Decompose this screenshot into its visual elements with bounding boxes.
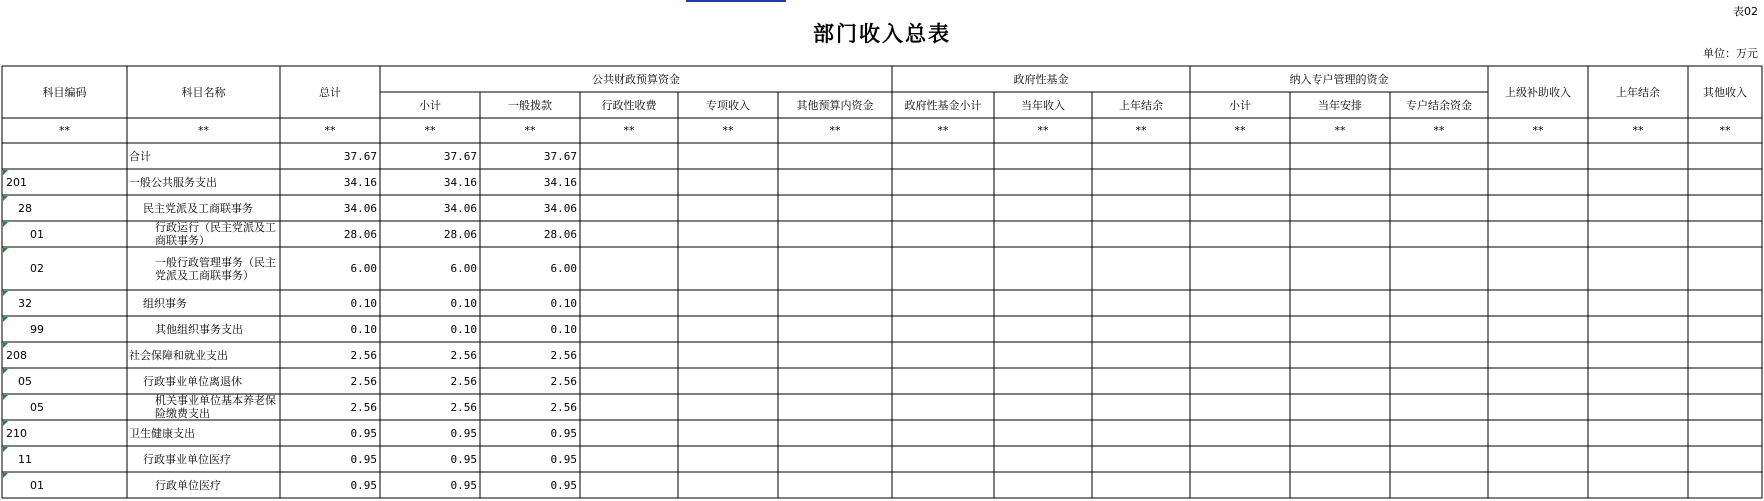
row-pb-general: 2.56 xyxy=(550,400,577,414)
marker-cell: ** xyxy=(324,124,336,137)
row-code: 28 xyxy=(18,201,32,215)
cell-comment-marker-icon xyxy=(3,170,8,175)
row-code: 01 xyxy=(30,227,44,241)
row-code: 210 xyxy=(6,426,27,440)
cell-comment-marker-icon xyxy=(3,369,8,374)
header-pb-general: 一般拨款 xyxy=(508,98,552,112)
marker-cell: ** xyxy=(623,124,635,137)
unit-label: 单位：万元 xyxy=(1703,47,1758,60)
header-total: 总计 xyxy=(319,85,341,99)
row-name: 一般行政管理事务（民主党派及工商联事务） xyxy=(155,255,276,282)
marker-cell: ** xyxy=(1334,124,1346,137)
row-name: 社会保障和就业支出 xyxy=(129,348,228,362)
cell-comment-marker-icon xyxy=(3,447,8,452)
page-title: 部门收入总表 xyxy=(813,22,951,46)
row-pb-subtotal: 28.06 xyxy=(443,227,477,241)
row-pb-general: 0.95 xyxy=(550,478,577,492)
row-total: 2.56 xyxy=(350,374,377,388)
row-code: 05 xyxy=(30,400,44,414)
marker-cell: ** xyxy=(524,124,536,137)
row-pb-general: 6.00 xyxy=(550,262,577,275)
row-total: 0.95 xyxy=(350,478,377,492)
row-pb-general: 0.95 xyxy=(550,426,577,440)
row-name: 卫生健康支出 xyxy=(129,426,195,440)
header-name: 科目名称 xyxy=(181,85,226,99)
row-total: 34.16 xyxy=(343,175,377,189)
cell-comment-marker-icon xyxy=(3,248,8,253)
row-code: 208 xyxy=(6,348,27,362)
row-code: 02 xyxy=(30,262,44,275)
header-pb-subtotal: 小计 xyxy=(419,98,441,112)
cell-comment-marker-icon xyxy=(3,421,8,426)
row-code: 05 xyxy=(18,374,32,388)
row-total: 2.56 xyxy=(350,400,377,414)
row-total: 0.95 xyxy=(350,426,377,440)
header-code: 科目编码 xyxy=(42,85,87,99)
row-pb-subtotal: 2.56 xyxy=(450,374,477,388)
marker-cell: ** xyxy=(59,124,70,137)
row-total: 0.95 xyxy=(350,452,377,466)
row-code: 11 xyxy=(18,452,32,466)
header-gov-fund: 政府性基金 xyxy=(1013,72,1069,86)
marker-cell: ** xyxy=(1433,124,1445,137)
header-sa-current: 当年安排 xyxy=(1318,98,1362,112)
header-gf-subtotal: 政府性基金小计 xyxy=(904,98,982,112)
header-pb-special: 专项收入 xyxy=(706,98,750,112)
marker-cell: ** xyxy=(829,124,841,137)
marker-cell: ** xyxy=(1532,124,1544,137)
cell-comment-marker-icon xyxy=(3,222,8,227)
row-pb-subtotal: 2.56 xyxy=(450,348,477,362)
cell-comment-marker-icon xyxy=(3,317,8,322)
row-pb-subtotal: 0.10 xyxy=(450,296,477,310)
header-public-budget: 公共财政预算资金 xyxy=(592,72,680,86)
row-total: 37.67 xyxy=(343,149,377,163)
cell-comment-marker-icon xyxy=(3,291,8,296)
cell-comment-marker-icon xyxy=(3,473,8,478)
row-name: 机关事业单位基本养老保险缴费支出 xyxy=(155,394,276,420)
row-name: 行政事业单位离退休 xyxy=(143,374,242,388)
row-pb-subtotal: 34.16 xyxy=(443,175,477,189)
row-code: 01 xyxy=(30,478,44,492)
row-code: 32 xyxy=(18,296,32,310)
row-name: 组织事务 xyxy=(143,296,187,310)
row-pb-general: 0.95 xyxy=(550,452,577,466)
header-gf-current: 当年收入 xyxy=(1021,98,1065,112)
marker-cell: ** xyxy=(198,124,209,137)
row-pb-general: 28.06 xyxy=(543,227,577,241)
row-pb-general: 34.06 xyxy=(543,201,577,215)
row-name: 行政单位医疗 xyxy=(155,478,221,492)
row-total: 2.56 xyxy=(350,348,377,362)
row-name: 行政事业单位医疗 xyxy=(143,452,231,466)
row-pb-general: 0.10 xyxy=(550,296,577,310)
marker-cell: ** xyxy=(937,124,949,137)
row-pb-subtotal: 6.00 xyxy=(450,262,477,275)
row-pb-subtotal: 0.10 xyxy=(450,322,477,336)
row-code: 201 xyxy=(6,175,27,189)
header-sa-balance: 专户结余资金 xyxy=(1406,98,1472,112)
row-total: 0.10 xyxy=(350,296,377,310)
row-total: 28.06 xyxy=(343,227,377,241)
marker-cell: ** xyxy=(1135,124,1147,137)
row-pb-subtotal: 0.95 xyxy=(450,426,477,440)
marker-cell: ** xyxy=(1037,124,1049,137)
row-code xyxy=(2,143,127,169)
row-name: 行政运行（民主党派及工商联事务） xyxy=(155,221,276,247)
row-total: 34.06 xyxy=(343,201,377,215)
row-name: 民主党派及工商联事务 xyxy=(143,201,253,215)
row-pb-general: 34.16 xyxy=(543,175,577,189)
row-pb-general: 2.56 xyxy=(550,374,577,388)
header-pb-admin-fee: 行政性收费 xyxy=(601,98,657,112)
row-pb-general: 0.10 xyxy=(550,322,577,336)
row-name: 一般公共服务支出 xyxy=(129,175,217,189)
header-other-income: 其他收入 xyxy=(1703,85,1747,99)
marker-cell: ** xyxy=(1632,124,1644,137)
header-pb-other: 其他预算内资金 xyxy=(796,98,874,112)
header-superior-subsidy: 上级补助收入 xyxy=(1505,85,1571,99)
cell-comment-marker-icon xyxy=(3,343,8,348)
row-name: 合计 xyxy=(129,149,151,163)
row-code: 99 xyxy=(30,322,44,336)
marker-cell: ** xyxy=(424,124,436,137)
row-pb-subtotal: 2.56 xyxy=(450,400,477,414)
row-pb-general: 37.67 xyxy=(543,149,577,163)
header-special-account: 纳入专户管理的资金 xyxy=(1289,72,1389,86)
marker-cell: ** xyxy=(1719,124,1731,137)
header-prev-carryover: 上年结余 xyxy=(1616,85,1660,99)
row-pb-subtotal: 0.95 xyxy=(450,478,477,492)
row-pb-subtotal: 37.67 xyxy=(443,149,477,163)
row-pb-subtotal: 34.06 xyxy=(443,201,477,215)
row-pb-general: 2.56 xyxy=(550,348,577,362)
row-total: 0.10 xyxy=(350,322,377,336)
header-gf-carryover: 上年结余 xyxy=(1119,98,1163,112)
table-number: 表02 xyxy=(1733,5,1758,18)
header-sa-subtotal: 小计 xyxy=(1229,98,1251,112)
marker-cell: ** xyxy=(722,124,734,137)
marker-cell: ** xyxy=(1234,124,1246,137)
row-name: 其他组织事务支出 xyxy=(155,322,243,336)
cell-comment-marker-icon xyxy=(3,196,8,201)
row-total: 6.00 xyxy=(350,262,377,275)
row-pb-subtotal: 0.95 xyxy=(450,452,477,466)
cell-comment-marker-icon xyxy=(3,395,8,400)
